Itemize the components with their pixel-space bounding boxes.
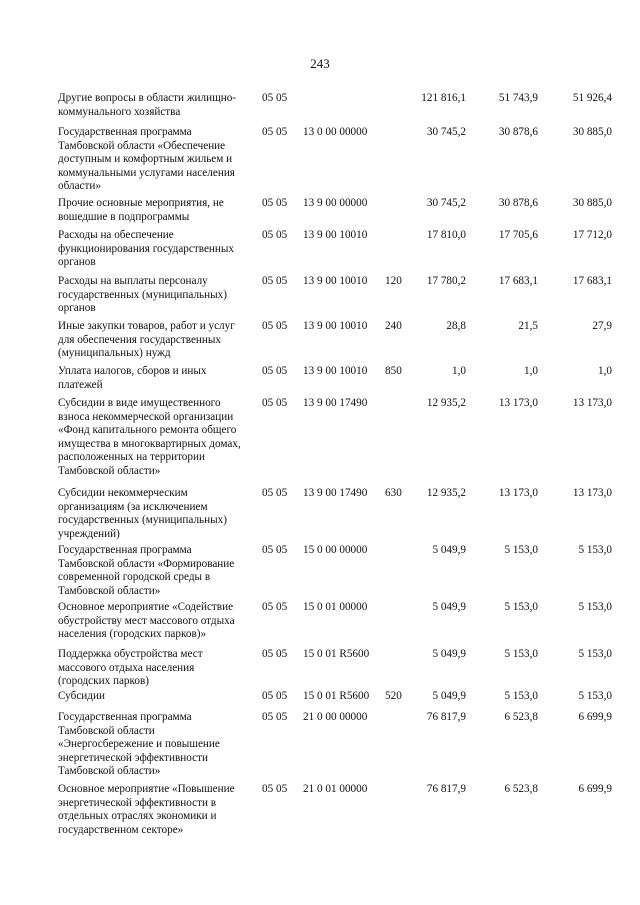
section-code: 05 05 bbox=[262, 544, 288, 556]
section-code: 05 05 bbox=[262, 711, 288, 723]
row-name bbox=[58, 229, 258, 270]
section-code: 05 05 bbox=[262, 690, 288, 702]
section-code: 05 05 bbox=[262, 601, 288, 613]
amount-year-3: 30 885,0 bbox=[572, 126, 612, 138]
row-name-line: Иные закупки товаров, работ и услуг bbox=[58, 320, 235, 332]
row-name-line: Основное мероприятие «Содействие bbox=[58, 601, 234, 613]
row-name-line: Тамбовской области «Формирование bbox=[58, 557, 235, 570]
row-name-line: имущества в многоквартирных домах, bbox=[58, 437, 241, 450]
row-name bbox=[58, 320, 258, 361]
target-article-code: 21 0 01 00000 bbox=[303, 783, 368, 795]
amount-year-1: 5 049,9 bbox=[432, 690, 466, 702]
row-name-line: отдельных отраслях экономики и bbox=[58, 810, 217, 822]
row-name-line: Расходы на выплаты персоналу bbox=[58, 275, 208, 287]
row-name-line: Тамбовской области» bbox=[58, 464, 161, 477]
row-name-line: Государственная программа bbox=[58, 711, 192, 723]
row-name-line: Поддержка обустройства мест bbox=[58, 648, 203, 660]
amount-year-2: 5 153,0 bbox=[504, 648, 538, 660]
target-article-code: 13 9 00 17490 bbox=[303, 487, 368, 499]
row-name-line: современной городской среды в bbox=[58, 571, 211, 583]
row-name-line: населения (городских парков)» bbox=[58, 628, 207, 640]
row-name-line: коммунального хозяйства bbox=[58, 105, 181, 118]
target-article-code: 15 0 01 R5600 bbox=[303, 690, 370, 702]
target-article-code: 13 9 00 10010 bbox=[303, 229, 368, 241]
target-article-code: 13 0 00 00000 bbox=[303, 126, 368, 138]
row-name-line: органов bbox=[58, 256, 96, 268]
row-name-line: государственных (муниципальных) bbox=[58, 514, 227, 526]
amount-year-2: 5 153,0 bbox=[504, 690, 538, 702]
row-name-line: Основное мероприятие «Повышение bbox=[58, 783, 235, 795]
row-name-line: Тамбовской области bbox=[58, 724, 155, 737]
amount-year-3: 5 153,0 bbox=[578, 544, 612, 556]
row-name-line: организациям (за исключением bbox=[58, 500, 208, 513]
row-name-line: «Фонд капитального ремонта общего bbox=[58, 424, 237, 436]
section-code: 05 05 bbox=[262, 320, 288, 332]
amount-year-3: 51 926,4 bbox=[572, 92, 612, 104]
row-name-line: Субсидии в виде имущественного bbox=[58, 397, 221, 409]
amount-year-3: 5 153,0 bbox=[578, 690, 612, 702]
row-name-line: Тамбовской области «Обеспечение bbox=[58, 139, 226, 152]
row-name-line: Расходы на обеспечение bbox=[58, 229, 174, 241]
row-name bbox=[58, 397, 258, 478]
amount-year-1: 1,0 bbox=[452, 365, 466, 377]
row-name-line: доступным и комфортным жильем и bbox=[58, 153, 233, 165]
row-name-line: для обеспечения государственных bbox=[58, 333, 222, 346]
amount-year-2: 13 173,0 bbox=[498, 487, 538, 499]
amount-year-3: 5 153,0 bbox=[578, 648, 612, 660]
section-code: 05 05 bbox=[262, 648, 288, 660]
amount-year-1: 76 817,9 bbox=[426, 711, 466, 723]
section-code: 05 05 bbox=[262, 126, 288, 138]
row-name bbox=[58, 601, 258, 642]
row-name-line: государственных (муниципальных) bbox=[58, 288, 227, 301]
row-name bbox=[58, 365, 258, 392]
row-name-line: «Энергосбережение и повышение bbox=[58, 738, 220, 750]
expense-type-code: 240 bbox=[385, 320, 402, 332]
row-name-line: Государственная программа bbox=[58, 126, 192, 138]
row-name-line: Уплата налогов, сборов и иных bbox=[58, 365, 207, 377]
row-name-line: (городских парков) bbox=[58, 675, 149, 687]
row-name-line: Государственная программа bbox=[58, 544, 192, 556]
row-name-line: обустройству мест массового отдыха bbox=[58, 614, 235, 627]
amount-year-2: 13 173,0 bbox=[498, 397, 538, 409]
target-article-code: 21 0 00 00000 bbox=[303, 711, 368, 723]
amount-year-2: 17 705,6 bbox=[498, 229, 538, 241]
amount-year-1: 12 935,2 bbox=[426, 397, 466, 409]
row-name bbox=[58, 275, 258, 316]
amount-year-2: 5 153,0 bbox=[504, 601, 538, 613]
row-name-line: Прочие основные мероприятия, не bbox=[58, 197, 224, 209]
row-name-line: Другие вопросы в области жилищно- bbox=[58, 92, 237, 104]
row-name-line: энергетической эффективности bbox=[58, 751, 208, 764]
target-article-code: 13 9 00 10010 bbox=[303, 365, 368, 377]
row-name bbox=[58, 783, 258, 837]
row-name bbox=[58, 648, 258, 689]
row-name bbox=[58, 544, 258, 598]
amount-year-1: 5 049,9 bbox=[432, 601, 466, 613]
row-name-line: коммунальными услугами населения bbox=[58, 166, 235, 179]
amount-year-3: 17 712,0 bbox=[572, 229, 612, 241]
row-name-line: области» bbox=[58, 180, 101, 192]
section-code: 05 05 bbox=[262, 397, 288, 409]
section-code: 05 05 bbox=[262, 783, 288, 795]
section-code: 05 05 bbox=[262, 229, 288, 241]
row-name-line: (муниципальных) нужд bbox=[58, 347, 171, 359]
row-name bbox=[58, 126, 258, 194]
section-code: 05 05 bbox=[262, 365, 288, 377]
target-article-code: 15 0 00 00000 bbox=[303, 544, 368, 556]
amount-year-3: 13 173,0 bbox=[572, 487, 612, 499]
target-article-code: 13 9 00 10010 bbox=[303, 275, 368, 287]
row-name-line: расположенных на территории bbox=[58, 451, 205, 463]
amount-year-2: 6 523,8 bbox=[504, 783, 538, 795]
row-name-line: энергетической эффективности в bbox=[58, 796, 217, 809]
amount-year-2: 51 743,9 bbox=[498, 92, 538, 104]
row-name-line: Субсидии bbox=[58, 690, 105, 702]
row-name-line: платежей bbox=[58, 378, 103, 391]
amount-year-1: 121 816,1 bbox=[421, 92, 466, 104]
amount-year-1: 30 745,2 bbox=[426, 197, 466, 209]
amount-year-2: 30 878,6 bbox=[498, 126, 538, 138]
amount-year-2: 17 683,1 bbox=[498, 275, 538, 287]
target-article-code: 13 9 00 17490 bbox=[303, 397, 368, 409]
row-name bbox=[58, 92, 258, 119]
target-article-code: 15 0 01 R5600 bbox=[303, 648, 370, 660]
amount-year-1: 30 745,2 bbox=[426, 126, 466, 138]
amount-year-1: 12 935,2 bbox=[426, 487, 466, 499]
amount-year-1: 17 810,0 bbox=[426, 229, 466, 241]
amount-year-1: 28,8 bbox=[446, 320, 466, 332]
amount-year-1: 76 817,9 bbox=[426, 783, 466, 795]
amount-year-3: 6 699,9 bbox=[578, 783, 612, 795]
amount-year-3: 13 173,0 bbox=[572, 397, 612, 409]
row-name bbox=[58, 711, 258, 779]
section-code: 05 05 bbox=[262, 197, 288, 209]
target-article-code: 13 9 00 00000 bbox=[303, 197, 368, 209]
amount-year-2: 1,0 bbox=[524, 365, 538, 377]
row-name-line: Тамбовской области» bbox=[58, 584, 161, 597]
row-name bbox=[58, 690, 258, 704]
amount-year-2: 21,5 bbox=[518, 320, 538, 332]
section-code: 05 05 bbox=[262, 487, 288, 499]
row-name-line: взноса некоммерческой организации bbox=[58, 410, 234, 423]
amount-year-3: 30 885,0 bbox=[572, 197, 612, 209]
row-name-line: органов bbox=[58, 302, 96, 314]
row-name bbox=[58, 487, 258, 541]
amount-year-2: 6 523,8 bbox=[504, 711, 538, 723]
expense-type-code: 630 bbox=[385, 487, 402, 499]
amount-year-3: 27,9 bbox=[592, 320, 612, 332]
row-name-line: учреждений) bbox=[58, 527, 120, 540]
amount-year-3: 6 699,9 bbox=[578, 711, 612, 723]
amount-year-1: 5 049,9 bbox=[432, 544, 466, 556]
amount-year-1: 17 780,2 bbox=[426, 275, 466, 287]
row-name bbox=[58, 197, 258, 224]
amount-year-2: 30 878,6 bbox=[498, 197, 538, 209]
row-name-line: Тамбовской области» bbox=[58, 765, 161, 777]
section-code: 05 05 bbox=[262, 275, 288, 287]
amount-year-3: 5 153,0 bbox=[578, 601, 612, 613]
row-name-line: вошедшие в подпрограммы bbox=[58, 210, 190, 223]
section-code: 05 05 bbox=[262, 92, 288, 104]
amount-year-2: 5 153,0 bbox=[504, 544, 538, 556]
amount-year-3: 1,0 bbox=[598, 365, 612, 377]
row-name-line: функционирования государственных bbox=[58, 242, 234, 255]
expense-type-code: 120 bbox=[385, 275, 402, 287]
page-number: 243 bbox=[310, 56, 330, 71]
expense-type-code: 850 bbox=[385, 365, 402, 377]
amount-year-1: 5 049,9 bbox=[432, 648, 466, 660]
row-name-line: массового отдыха населения bbox=[58, 661, 195, 674]
expense-type-code: 520 bbox=[385, 690, 402, 702]
target-article-code: 13 9 00 10010 bbox=[303, 320, 368, 332]
row-name-line: государственном секторе» bbox=[58, 823, 184, 836]
target-article-code: 15 0 01 00000 bbox=[303, 601, 368, 613]
row-name-line: Субсидии некоммерческим bbox=[58, 487, 188, 499]
amount-year-3: 17 683,1 bbox=[572, 275, 612, 287]
